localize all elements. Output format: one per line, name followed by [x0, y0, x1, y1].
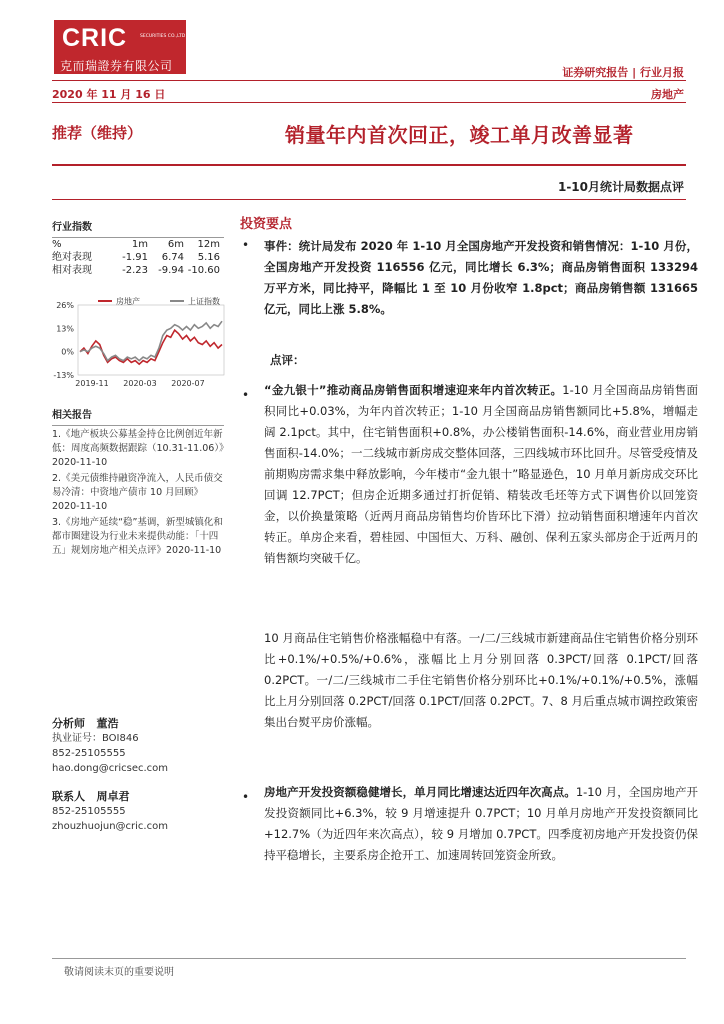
- report-type: 证券研究报告 | 行业月报: [562, 66, 684, 79]
- related-title: 相关报告: [52, 409, 224, 426]
- related-reports: [52, 409, 229, 558]
- table-row: [52, 251, 220, 264]
- logo-sub: SECURITIES CO.,LTD: [140, 34, 186, 39]
- footer-divider: [52, 958, 686, 959]
- industry-index-chart: [52, 295, 228, 395]
- contact-email[interactable]: zhouzhuojun@cric.com: [52, 821, 168, 832]
- analyst-heading: 分析师 董浩: [52, 717, 119, 730]
- contact-heading: 联系人 周卓君: [52, 790, 130, 803]
- y-tick-label: 0%: [61, 347, 74, 357]
- subtitle: 1-10月统计局数据点评: [557, 180, 684, 194]
- related-item[interactable]: 3.《房地产延续“稳”基调，新型城镇化和都市圈建设为行业未来提供动能：「十四五」规划房地产相关点评》2020-11-10: [52, 517, 223, 556]
- analyst-email[interactable]: hao.dong@cricsec.com: [52, 763, 169, 774]
- logo-text: CRIC: [62, 24, 128, 52]
- footer-note: 敬请阅读末页的重要说明: [64, 967, 174, 978]
- table-cell: -9.94: [158, 265, 184, 276]
- index-table: [52, 238, 220, 277]
- y-tick-label: 26%: [56, 301, 74, 310]
- related-item[interactable]: 2.《美元债维持融资净流入，人民币债交易冷清：中资地产债市 10 月回顾》2020-11-10: [52, 473, 223, 512]
- table-cell: -1.91: [122, 252, 148, 263]
- x-tick-label: 2019-11: [75, 379, 109, 388]
- report-date: 2020 年 11 月 16 日: [52, 88, 166, 101]
- table-cell: 相对表现: [52, 265, 92, 276]
- header-divider: [52, 80, 686, 81]
- industry-label: 房地产: [651, 88, 684, 101]
- key-points-title: 投资要点: [240, 217, 293, 232]
- analyst-phone: 852-25105555: [52, 748, 126, 759]
- table-header-cell: %: [52, 239, 62, 250]
- chart-frame: [78, 305, 224, 375]
- analyst-cert: 执业证号：BOI846: [52, 733, 139, 744]
- bullet-icon: •: [242, 388, 250, 402]
- investment-paragraph: 房地产开发投资额稳健增长，单月同比增速达近四年次高点。1-10 月，全国房地产开发投资额同比+6.3%，较 9 月增速提升 0.7PCT；10 月单月房地产开发投资额同比+12.7%（为近四年来次高点），较 9 月增加 0.7PCT。四季度初房地产开发投资仍保持平稳增长，主要系房企抢开工、加速周转回笼资金所致。: [264, 785, 698, 862]
- x-tick-label: 2020-03: [123, 379, 157, 388]
- legend-label: 房地产: [116, 297, 140, 306]
- related-item[interactable]: 1.《地产板块公募基金持仓比例创近年新低：周度高频数据跟踪（10.31-11.06）》2020-11-10: [52, 429, 229, 468]
- bullet-icon: •: [242, 238, 250, 252]
- index-table-title: 行业指数: [52, 221, 224, 238]
- event-paragraph: 事件：统计局发布 2020 年 1-10 月全国房地产开发投资和销售情况：1-10 月份，全国房地产开发投资 116556 亿元，同比增长 6.3%；商品房销售面积 133294 万平方米，同比持平，降幅比 1 至 10 月份收窄 1.8pct；商品房销售额 131665 亿元，同比上涨 5.8%。: [264, 239, 698, 316]
- table-header-cell: 1m: [131, 239, 148, 250]
- subtitle-divider: [52, 199, 686, 200]
- price-paragraph: 10 月商品住宅销售价格涨幅稳中有落。一/二/三线城市新建商品住宅销售价格分别环比+0.1%/+0.5%/+0.6%，涨幅比上月分别回落 0.3PCT/回落 0.1PCT/回落 0.2PCT。一/二/三线城市二手住宅销售价格分别环比+0.1%/+0.1%/+0.5%，涨幅比上月分别回落 0.2PCT/回落 0.1PCT/回落 0.2PCT。7、8 月后重点城市调控政策密集出台熨平房价涨幅。: [264, 631, 698, 729]
- page-title: 销量年内首次回正，竣工单月改善显著: [285, 123, 634, 147]
- date-divider: [52, 102, 686, 103]
- legend-label: 上证指数: [188, 297, 220, 306]
- y-tick-label: -13%: [53, 371, 74, 380]
- title-divider: [52, 164, 686, 166]
- logo-cn: 克而瑞證券有限公司: [60, 59, 173, 73]
- table-header-row: [52, 238, 220, 251]
- bullet-icon: •: [242, 790, 250, 804]
- table-cell: 绝对表现: [52, 252, 92, 263]
- table-cell: -10.60: [187, 265, 220, 276]
- table-cell: 5.16: [197, 252, 220, 263]
- analyst-block: [52, 717, 224, 834]
- table-cell: 6.74: [161, 252, 184, 263]
- contact-phone: 852-25105555: [52, 806, 126, 817]
- rating: 推荐（维持）: [52, 124, 143, 142]
- comment-label: 点评：: [270, 353, 305, 367]
- series-line-shanghai-index: [80, 321, 222, 360]
- table-header-cell: 12m: [197, 239, 220, 250]
- table-header-cell: 6m: [167, 239, 184, 250]
- y-tick-label: 13%: [56, 324, 74, 334]
- company-logo: [54, 20, 186, 74]
- table-row: [52, 264, 220, 277]
- table-cell: -2.23: [122, 265, 148, 276]
- sales-paragraph: “金九银十”推动商品房销售面积增速迎来年内首次转正。1-10 月全国商品房销售面积同比+0.03%，为年内首次转正；1-10 月全国商品房销售额同比+5.8%，增幅走阔 2.1pct。其中，住宅销售面积+0.8%，办公楼销售面积-14.6%，商业营业用房销售面积-14.0%；一二线城市新房成交整体回落，三四线城市环比回升。尽管受疫情及前期购房需求集中释放影响，今年楼市“金九银十”略显逊色，10 月单月新房成交环比回调 12.7PCT；但房企近期多通过打折促销、精装改毛坯等方式下调售价以回笼资金，以价换量策略（近两月商品房销售均价皆环比下滑）拉动销售面积增速年内首次转正。单房企来看，碧桂园、中国恒大、万科、融创、保利五家头部房企于近两月的销售额均突破千亿。: [264, 383, 698, 565]
- series-line-real-estate: [80, 330, 222, 364]
- x-tick-label: 2020-07: [171, 379, 205, 388]
